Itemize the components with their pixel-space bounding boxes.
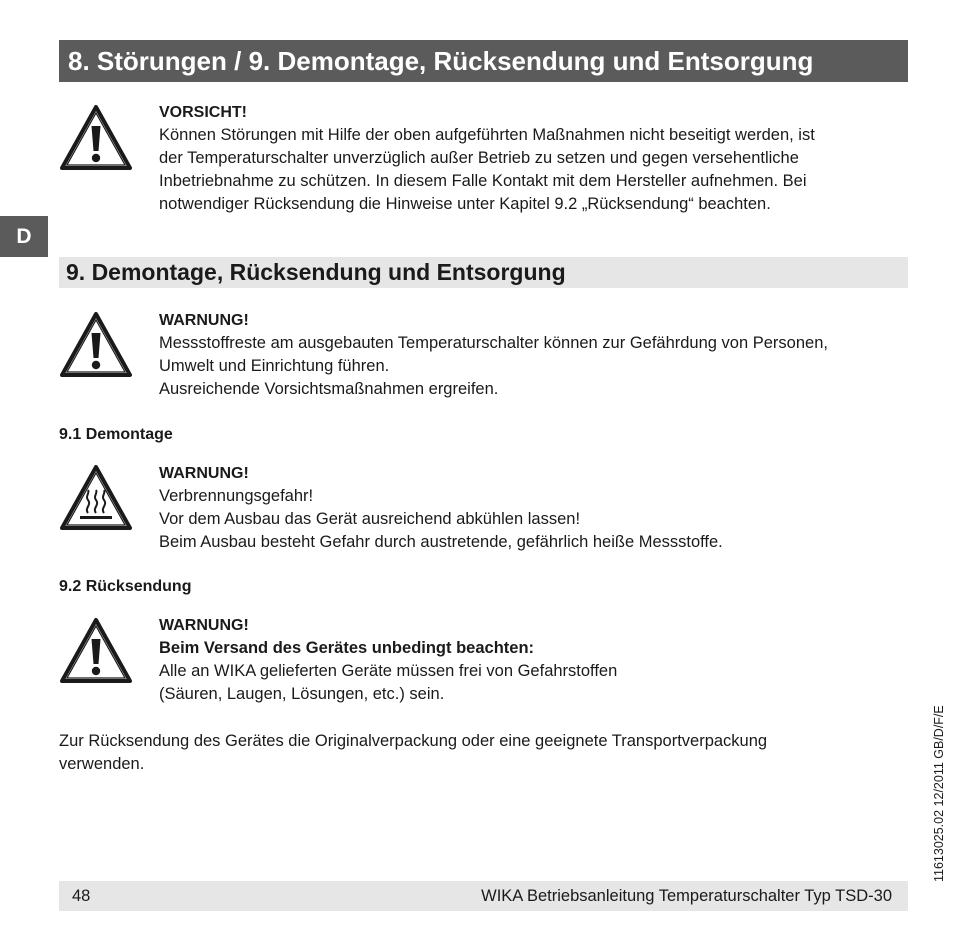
- warning-triangle-icon: [59, 104, 133, 170]
- subsection-title: 9.1 Demontage: [59, 426, 173, 443]
- page-number: 48: [72, 887, 91, 905]
- caution-line: der Temperaturschalter unverzüglich außer Betrieb zu setzen und gegen versehentliche: [159, 149, 799, 167]
- warning-block: [159, 462, 919, 554]
- warning-line: Beim Ausbau besteht Gefahr durch austretende, gefährlich heiße Messstoffe.: [159, 533, 723, 551]
- warning-title: WARNUNG!: [159, 312, 249, 329]
- language-tab: D: [0, 216, 48, 257]
- warning-block: [159, 309, 919, 401]
- warning-line: Verbrennungsgefahr!: [159, 487, 314, 505]
- page-title: 8. Störungen / 9. Demontage, Rücksendung und Entsorgung: [59, 40, 908, 82]
- caution-line: Inbetriebnahme zu schützen. In diesem Falle Kontakt mit dem Hersteller aufnehmen. Bei: [159, 172, 807, 190]
- warning-line: Umwelt und Einrichtung führen.: [159, 357, 390, 375]
- warning-line: (Säuren, Laugen, Lösungen, etc.) sein.: [159, 685, 445, 703]
- subsection-title: 9.2 Rücksendung: [59, 578, 192, 595]
- page-footer: [59, 881, 908, 911]
- warning-line: Ausreichende Vorsichtsmaßnahmen ergreifen.: [159, 380, 499, 398]
- caution-title: VORSICHT!: [159, 104, 247, 121]
- hot-surface-icon: [59, 464, 133, 530]
- document-number: 11613025.02 12/2011 GB/D/F/E: [932, 705, 946, 882]
- caution-line: notwendiger Rücksendung die Hinweise unter Kapitel 9.2 „Rücksendung“ beachten.: [159, 195, 771, 213]
- caution-block: [159, 101, 919, 216]
- paragraph-line: Zur Rücksendung des Gerätes die Originalverpackung oder eine geeignete Transportverpackung: [59, 732, 768, 750]
- return-paragraph: [59, 730, 889, 776]
- section-heading: 9. Demontage, Rücksendung und Entsorgung: [59, 257, 908, 288]
- warning-emphasis: Beim Versand des Gerätes unbedingt beachten:: [159, 639, 535, 657]
- warning-triangle-icon: [59, 311, 133, 377]
- warning-title: WARNUNG!: [159, 465, 249, 482]
- warning-triangle-icon: [59, 617, 133, 683]
- paragraph-line: verwenden.: [59, 755, 145, 773]
- warning-line: Messstoffreste am ausgebauten Temperaturschalter können zur Gefährdung von Personen,: [159, 334, 828, 352]
- footer-doc-title: WIKA Betriebsanleitung Temperaturschalter Typ TSD-30: [481, 887, 892, 905]
- warning-title: WARNUNG!: [159, 617, 249, 634]
- warning-block: [159, 614, 919, 706]
- warning-line: Vor dem Ausbau das Gerät ausreichend abkühlen lassen!: [159, 510, 581, 528]
- warning-line: Alle an WIKA gelieferten Geräte müssen frei von Gefahrstoffen: [159, 662, 618, 680]
- caution-line: Können Störungen mit Hilfe der oben aufgeführten Maßnahmen nicht beseitigt werden, ist: [159, 126, 815, 144]
